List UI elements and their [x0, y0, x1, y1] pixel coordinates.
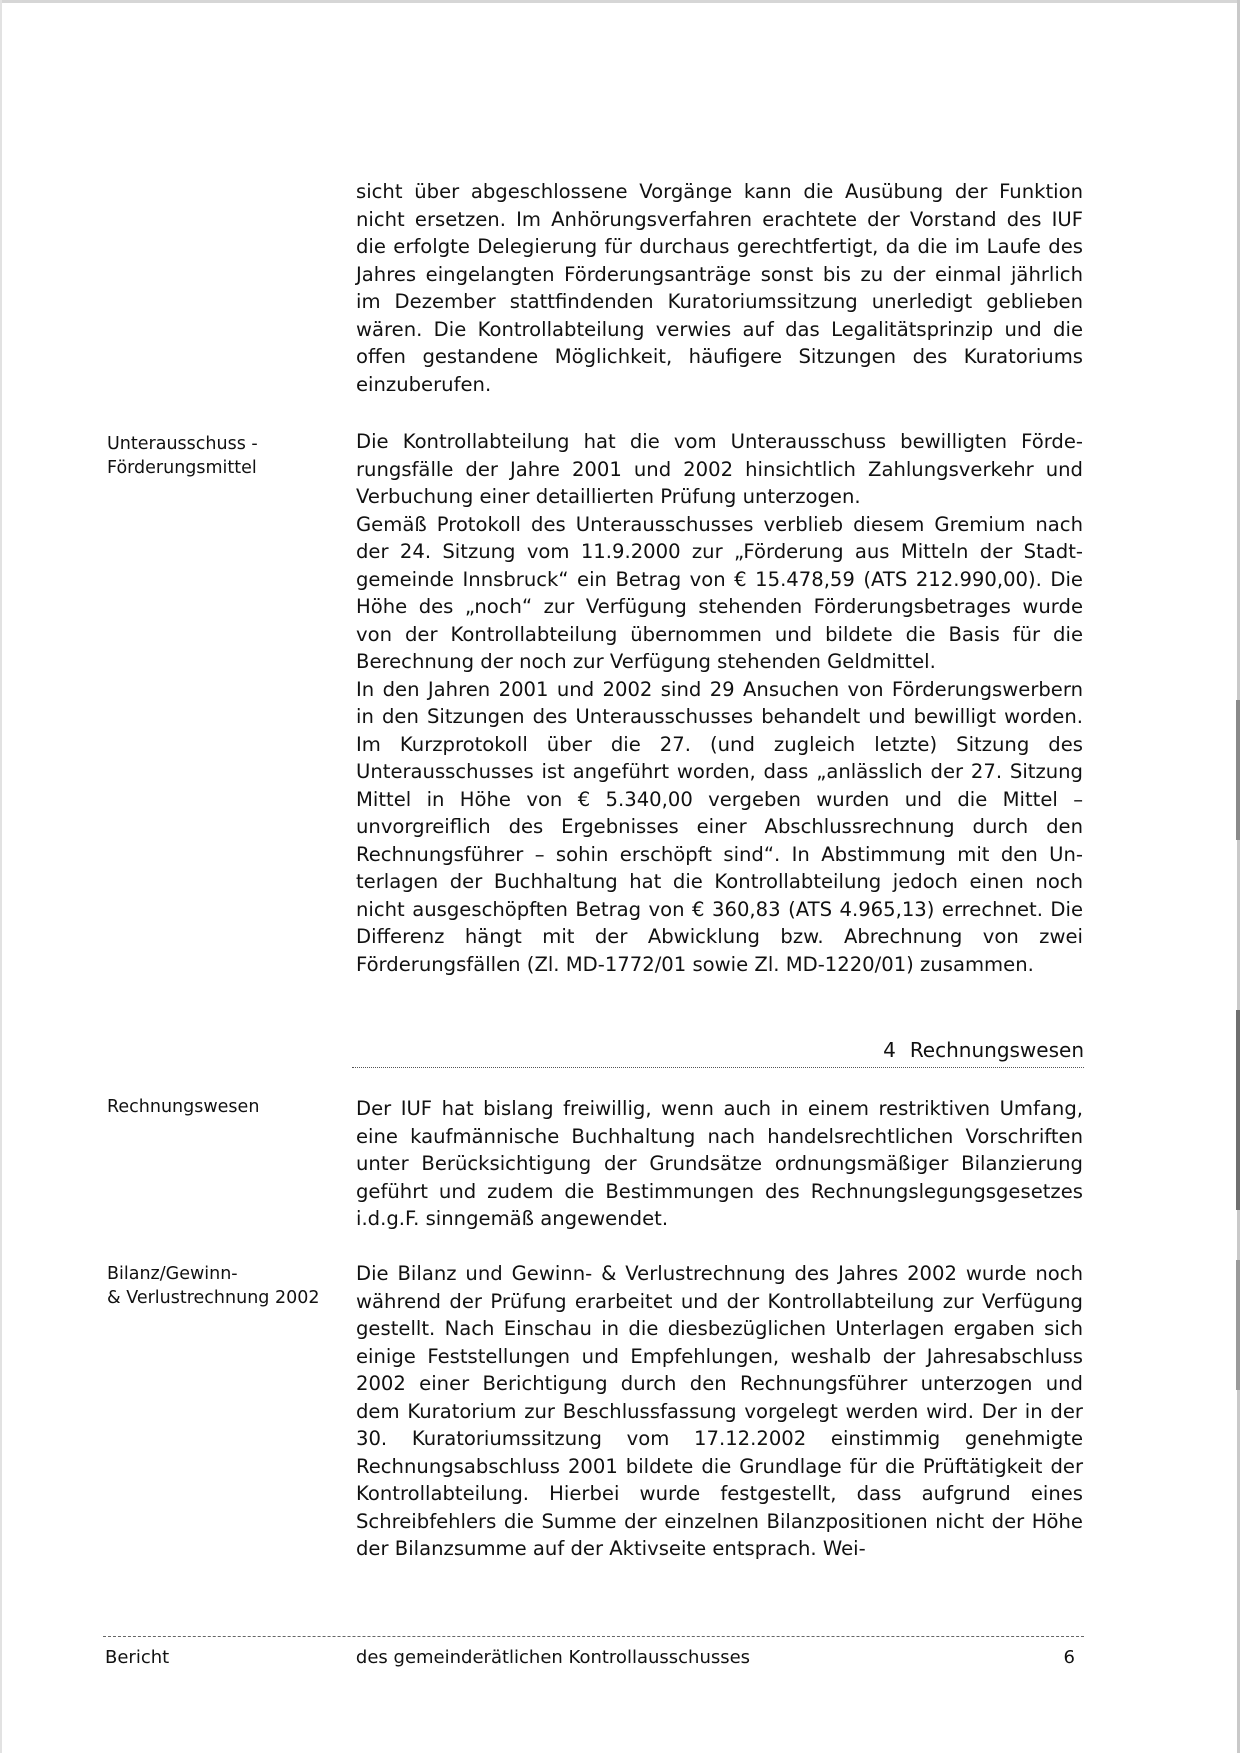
paragraph: sicht über abgeschlossene Vorgänge kann die Ausübung der Funktion nicht ersetzen. Im Anhörungsverfahren erachtete der Vorstand des IUF die erfolgte Delegierung für durchaus gerechtfertigt, da die im Laufe des Jahres eingelangten Förderungsanträge sonst bis zu der einmal jährlich im Dezember stattfindenden Kuratoriumssitzung unerledigt geblieben wären. Die Kontrollabteilung verwies auf das Legalitätsprinzip und die offen gestandene Möglichkeit, häufigere Sitzungen des Kuratoriums einzuberufen. — [356, 180, 1083, 396]
margin-label-line: Rechnungswesen — [107, 1097, 260, 1117]
scan-mark — [1236, 1260, 1240, 1390]
bilanz-section — [356, 1260, 1083, 1563]
scan-edge-top — [0, 0, 1240, 3]
margin-label-line: & Verlustrechnung 2002 — [107, 1288, 320, 1308]
paragraph: Die Bilanz und Gewinn- & Verlustrechnung des Jahres 2002 wurde noch während der Prüfung erarbeitet und der Kontrollabteilung zur Verfügung gestellt. Nach Einschau in die diesbezüglichen Unterlagen ergaben sich einige Feststellungen und Empfehlungen, weshalb der Jahresabschluss 2002 einer Berichtigung durch den Rechnungsführer unterzogen und dem Kuratorium zur Beschlussfassung vorgelegt werden wird. Der in der 30. Kuratoriumssitzung vom 17.12.2002 einstimmig genehmigte Rechnungsabschluss 2001 bildete die Grundlage für die Prüftätigkeit der Kontrollabteilung. Hierbei wurde festgestellt, dass aufgrund eines Schreibfehlers die Summe der einzelnen Bilanzpositionen nicht der Höhe der Bilanzsumme auf der Aktivseite entsprach. Wei- — [356, 1262, 1083, 1560]
unterausschuss-section — [356, 428, 1083, 978]
section-heading — [352, 1036, 1084, 1068]
section-title: Rechnungswesen — [909, 1038, 1084, 1062]
margin-label-unterausschuss — [107, 432, 347, 480]
footer-committee: des gemeinderätlichen Kontrollausschusses — [355, 1647, 751, 1668]
margin-label-rechnungswesen — [107, 1095, 347, 1119]
footer-report-label: Bericht — [105, 1647, 170, 1668]
paragraph: Die Kontrollabteilung hat die vom Unterausschuss bewilligten Förderungsfälle der Jahre 2001 und 2002 hinsichtlich Zahlungsverkehr und Verbuchung einer detaillierten Prüfung unterzogen. — [356, 430, 1083, 508]
rechnungswesen-section — [356, 1095, 1083, 1233]
scan-mark — [1236, 700, 1240, 840]
page-number: 6 — [1063, 1647, 1075, 1668]
scan-mark — [1236, 1010, 1240, 1210]
paragraph: In den Jahren 2001 und 2002 sind 29 Ansuchen von Förderungswerbern in den Sitzungen des Unterausschusses behandelt und bewilligt worden. Im Kurzprotokoll über die 27. (und zugleich letzte) Sitzung des Unterausschusses ist angeführt worden, dass „anlässlich der 27. Sitzung Mittel in Höhe von € 5.340,00 vergeben wurden und die Mittel – unvorgreiflich des Ergebnisses einer Abschlussrechnung durch den Rechnungsführer – sohin erschöpft sind“. In Abstimmung mit den Unterlagen der Buchhaltung hat die Kontrollabteilung jedoch einen noch nicht ausgeschöpften Betrag von € 360,83 (ATS 4.965,13) errechnet. Die Differenz hängt mit der Abwicklung bzw. Abrechnung von zwei Förderungsfällen (Zl. MD-1772/01 sowie Zl. MD-1220/01) zusammen. — [356, 677, 1083, 976]
margin-label-line: Bilanz/Gewinn- — [107, 1264, 238, 1284]
margin-label-line: Unterausschuss - — [107, 434, 258, 454]
margin-label-bilanz — [107, 1262, 347, 1310]
paragraph: Der IUF hat bislang freiwillig, wenn auch in einem restriktiven Umfang, eine kaufmännische Buchhaltung nach handelsrechtlichen Vorschriften unter Berücksichtigung der Grundsätze ordnungsmäßiger Bilanzierung geführt und zudem die Bestimmungen des Rechnungslegungsgesetzes i.d.g.F. sinngemäß angewendet. — [356, 1097, 1083, 1230]
margin-label-line: Förderungsmittel — [107, 458, 257, 478]
continuation-paragraph — [356, 178, 1083, 398]
section-number: 4 — [883, 1038, 896, 1062]
paragraph: Gemäß Protokoll des Unterausschusses verblieb diesem Gremium nach der 24. Sitzung vom 11.9.2000 zur „Förderung aus Mitteln der Stadtgemeinde Innsbruck“ ein Betrag von € 15.478,59 (ATS 212.990,00). Die Höhe des „noch“ zur Verfügung stehenden Förderungsbetrages wurde von der Kontrollabteilung übernommen und bildete die Basis für die Berechnung der noch zur Verfügung stehenden Geldmittel. — [356, 512, 1083, 673]
page-footer — [103, 1636, 1084, 1668]
scan-edge-left — [0, 0, 2, 1753]
